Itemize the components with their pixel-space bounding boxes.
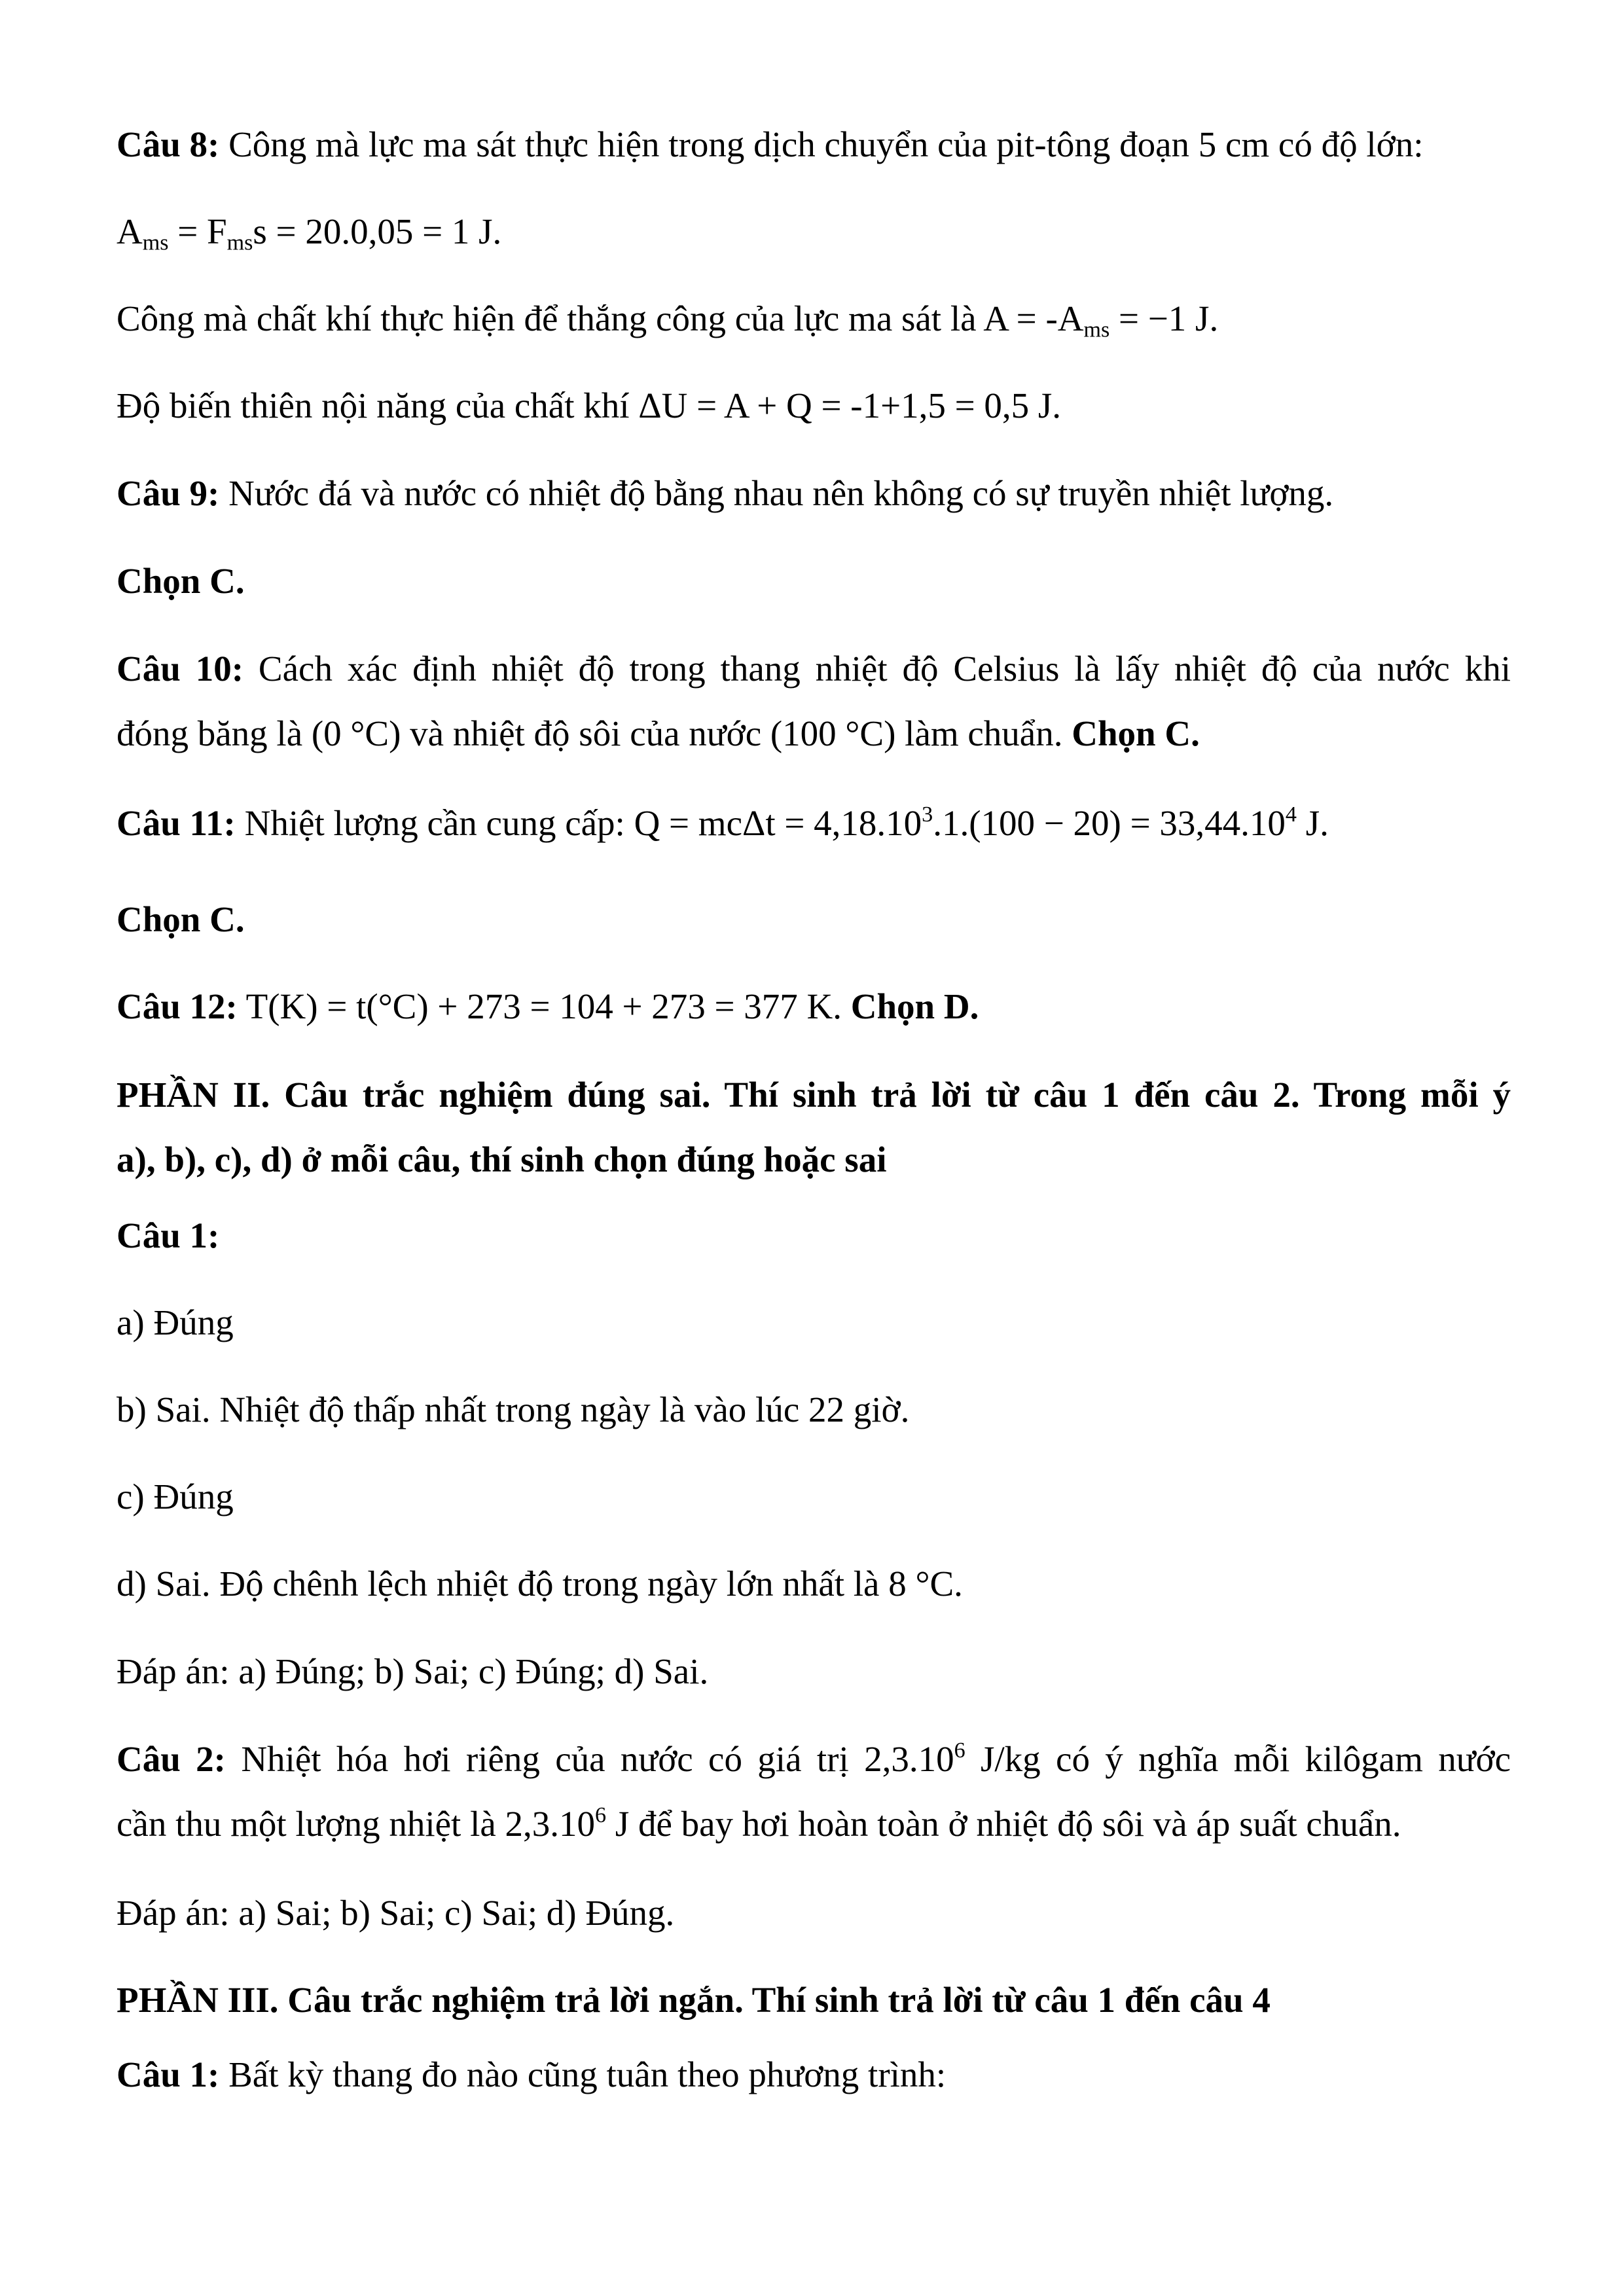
cau8-energy-line: Độ biến thiên nội năng của chất khí ΔU = A + Q = -1+1,5 = 0,5 J. [117,386,1062,425]
cau12-text: T(K) = t(°C) + 273 = 104 + 273 = 377 K. [237,986,851,1026]
cau11-label: Câu 11: [117,803,236,843]
cau10-label: Câu 10: [117,649,244,689]
cau10-text-continued: đóng băng là (0 °C) và nhiệt độ sôi của nước (100 °C) làm chuẩn. [117,713,1072,753]
exponent: 4 [1285,802,1297,827]
cau8-question [117,126,1511,162]
answer-choice: Chọn C. [117,561,245,601]
eq-subscript-ms: ms [142,230,169,255]
question-label: Câu 1: [117,1215,220,1255]
cau8-work-line [117,298,1511,342]
part2-q1-a: a) Đúng [117,1302,234,1342]
work-text: Công mà chất khí thực hiện để thắng công của lực ma sát là A = -A [117,298,1084,338]
q2-text: Nhiệt hóa hơi riêng của nước có giá trị 2,3.10 [225,1739,954,1779]
question-label: Câu 2: [117,1739,226,1779]
part3-heading [117,1982,1511,2018]
answer-choice: Chọn C. [117,899,245,939]
cau12-label: Câu 12: [117,986,238,1026]
part2-q1-b: b) Sai. Nhiệt độ thấp nhất trong ngày là vào lúc 22 giờ. [117,1390,910,1429]
exponent: 6 [954,1738,965,1763]
section-heading: a), b), c), d) ở mỗi câu, thí sinh chọn đúng hoặc sai [117,1139,887,1179]
cau11-equation: .1.(100 − 20) = 33,44.10 [933,803,1286,843]
cau11-question [117,802,1511,843]
cau10-question-line1 [117,651,1511,687]
cau11-answer [117,901,1511,937]
answer-choice: Chọn C. [1072,713,1200,753]
cau9-text: Nước đá và nước có nhiệt độ bằng nhau nên không có sự truyền nhiệt lượng. [219,473,1334,513]
part2-q1-c: c) Đúng [117,1477,234,1516]
part2-q1-answer: Đáp án: a) Đúng; b) Sai; c) Đúng; d) Sai. [117,1651,709,1691]
cau10-text: Cách xác định nhiệt độ trong thang nhiệt độ Celsius là lấy nhiệt độ của nước khi [244,649,1511,689]
work-subscript: ms [1083,317,1110,342]
eq-result: s = 20.0,05 = 1 J. [253,211,502,251]
exponent: 3 [922,802,933,827]
exponent: 6 [595,1803,607,1827]
cau9-question [117,475,1511,511]
cau10-question-line2 [117,715,1511,751]
question-text: Bất kỳ thang đo nào cũng tuân theo phương trình: [219,2054,947,2094]
part2-q2-line2 [117,1803,1511,1844]
part2-q2-answer: Đáp án: a) Sai; b) Sai; c) Sai; d) Đúng. [117,1893,675,1933]
part2-heading-line1 [117,1077,1511,1113]
q2-text-continued: J để bay hơi hoàn toàn ở nhiệt độ sôi và áp suất chuẩn. [606,1804,1401,1844]
question-label: Câu 1: [117,2054,220,2094]
q2-text: cần thu một lượng nhiệt là 2,3.10 [117,1804,596,1844]
eq-subscript-ms: ms [226,230,253,255]
eq-middle: = F [168,211,227,251]
cau8-equation [117,211,1511,255]
cau9-answer [117,563,1511,599]
eq-a-symbol: A [117,211,143,251]
part2-q1-label [117,1217,1511,1253]
part3-q1 [117,2056,1511,2092]
part2-q1-d: d) Sai. Độ chênh lệch nhiệt độ trong ngày lớn nhất là 8 °C. [117,1564,963,1604]
cau9-label: Câu 9: [117,473,220,513]
work-result: = −1 J. [1110,298,1219,338]
cau11-text: Nhiệt lượng cần cung cấp: [235,803,634,843]
cau8-label: Câu 8: [117,124,220,164]
part2-heading-line2 [117,1141,1511,1177]
cau12-question [117,988,1511,1024]
cau8-text: Công mà lực ma sát thực hiện trong dịch chuyển của pit-tông đoạn 5 cm có độ lớn: [219,124,1424,164]
q2-text-continued: J/kg có ý nghĩa mỗi kilôgam nước [981,1739,1511,1779]
part2-q2-line1 [117,1738,1511,1779]
section-heading: PHẦN II. Câu trắc nghiệm đúng sai. Thí sinh trả lời từ câu 1 đến câu 2. Trong mỗi ý [117,1075,1511,1115]
cau11-equation: Q = mcΔt = 4,18.10 [634,803,922,843]
answer-choice: Chọn D. [850,986,979,1026]
cau11-unit: J. [1296,803,1329,843]
section-heading: PHẦN III. Câu trắc nghiệm trả lời ngắn. Thí sinh trả lời từ câu 1 đến câu 4 [117,1980,1271,2020]
